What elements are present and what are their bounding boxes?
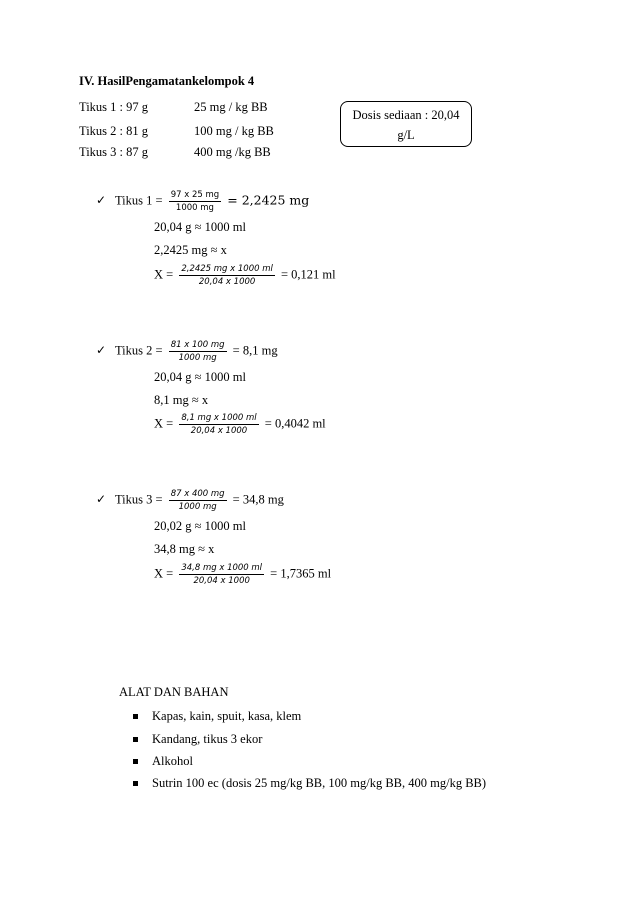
tikus-3-label: Tikus 3 : 87 g (79, 145, 149, 159)
square-bullet-icon (133, 781, 138, 786)
calc-2-x-line (154, 413, 326, 436)
square-bullet-icon (133, 737, 138, 742)
calc-1-title-line (96, 190, 309, 213)
calc-2-x-prefix: X = (154, 416, 174, 431)
calc-2-x-fraction (179, 413, 258, 436)
checkmark-icon: ✓ (96, 343, 107, 358)
calc-1-denominator: 1000 mg (175, 203, 214, 213)
calc-3-result: = 34,8 mg (232, 492, 284, 507)
calc-2-title: Tikus 2 = (114, 343, 163, 358)
dosis-sediaan-line1: Dosis sediaan : 20,04 (352, 108, 460, 122)
calc-3-fraction (169, 489, 227, 512)
dosis-sediaan-line2: g/L (397, 128, 415, 142)
calc-3-title: Tikus 3 = (114, 492, 163, 507)
calc-3-x-numerator: 34,8 mg x 1000 ml (181, 563, 263, 573)
calc-1-x-result: = 0,121 ml (280, 267, 336, 282)
list-item: Kapas, kain, spuit, kasa, klem (133, 709, 301, 724)
calc-1-x-fraction (179, 264, 275, 287)
calc-2-denominator: 1000 mg (178, 353, 217, 363)
square-bullet-icon (133, 714, 138, 719)
calc-3-line2: 34,8 mg ≈ x (154, 542, 215, 556)
calc-3-x-result: = 1,7365 ml (270, 566, 332, 581)
calc-2-line1: 20,04 g ≈ 1000 ml (154, 370, 246, 384)
calc-3-line1: 20,02 g ≈ 1000 ml (154, 519, 246, 533)
calc-2-result: = 8,1 mg (232, 343, 278, 358)
square-bullet-icon (133, 759, 138, 764)
checkmark-icon: ✓ (96, 492, 107, 507)
checkmark-icon: ✓ (96, 193, 107, 208)
calc-2-line2: 8,1 mg ≈ x (154, 393, 209, 407)
calc-3-x-line (154, 563, 331, 586)
calc-3-title-line (96, 489, 284, 512)
calc-1-line2: 2,2425 mg ≈ x (154, 243, 227, 257)
section-heading: IV. HasilPengamatankelompok 4 (79, 74, 255, 88)
calc-3-numerator: 87 x 400 mg (170, 489, 225, 499)
calc-1-x-line (154, 264, 336, 287)
calc-2-x-result: = 0,4042 ml (264, 416, 326, 431)
tikus-3-dose: 400 mg /kg BB (194, 145, 271, 159)
calc-2-fraction (169, 340, 227, 363)
calc-1-x-denominator: 20,04 x 1000 (198, 277, 256, 287)
calc-1-title: Tikus 1 = (114, 193, 163, 208)
tikus-2-dose: 100 mg / kg BB (194, 124, 274, 138)
alat-bahan-title: ALAT DAN BAHAN (119, 685, 229, 699)
calc-1-result: = 2,2425 mg (227, 192, 310, 208)
calc-2-numerator: 81 x 100 mg (170, 340, 225, 350)
calc-3-denominator: 1000 mg (178, 502, 217, 512)
calc-3-x-fraction (179, 563, 264, 586)
list-item: Kandang, tikus 3 ekor (133, 732, 262, 747)
tikus-1-dose: 25 mg / kg BB (194, 100, 268, 114)
tikus-1-label: Tikus 1 : 97 g (79, 100, 149, 114)
calc-3-x-denominator: 20,04 x 1000 (193, 576, 250, 586)
calc-1-numerator: 97 x 25 mg (170, 190, 220, 200)
calc-2-x-denominator: 20,04 x 1000 (190, 426, 248, 436)
dosis-sediaan-box (340, 101, 472, 147)
tikus-2-label: Tikus 2 : 81 g (79, 124, 149, 138)
list-item: Alkohol (133, 754, 193, 769)
calc-2-title-line (96, 340, 278, 363)
calc-1-line1: 20,04 g ≈ 1000 ml (154, 220, 246, 234)
list-item: Sutrin 100 ec (dosis 25 mg/kg BB, 100 mg/kg BB, 400 mg/kg BB) (133, 776, 486, 791)
calc-1-x-prefix: X = (154, 267, 174, 282)
calc-1-x-numerator: 2,2425 mg x 1000 ml (181, 264, 273, 274)
calc-2-x-numerator: 8,1 mg x 1000 ml (181, 413, 257, 423)
calc-3-x-prefix: X = (154, 566, 174, 581)
calc-1-fraction (169, 190, 221, 213)
